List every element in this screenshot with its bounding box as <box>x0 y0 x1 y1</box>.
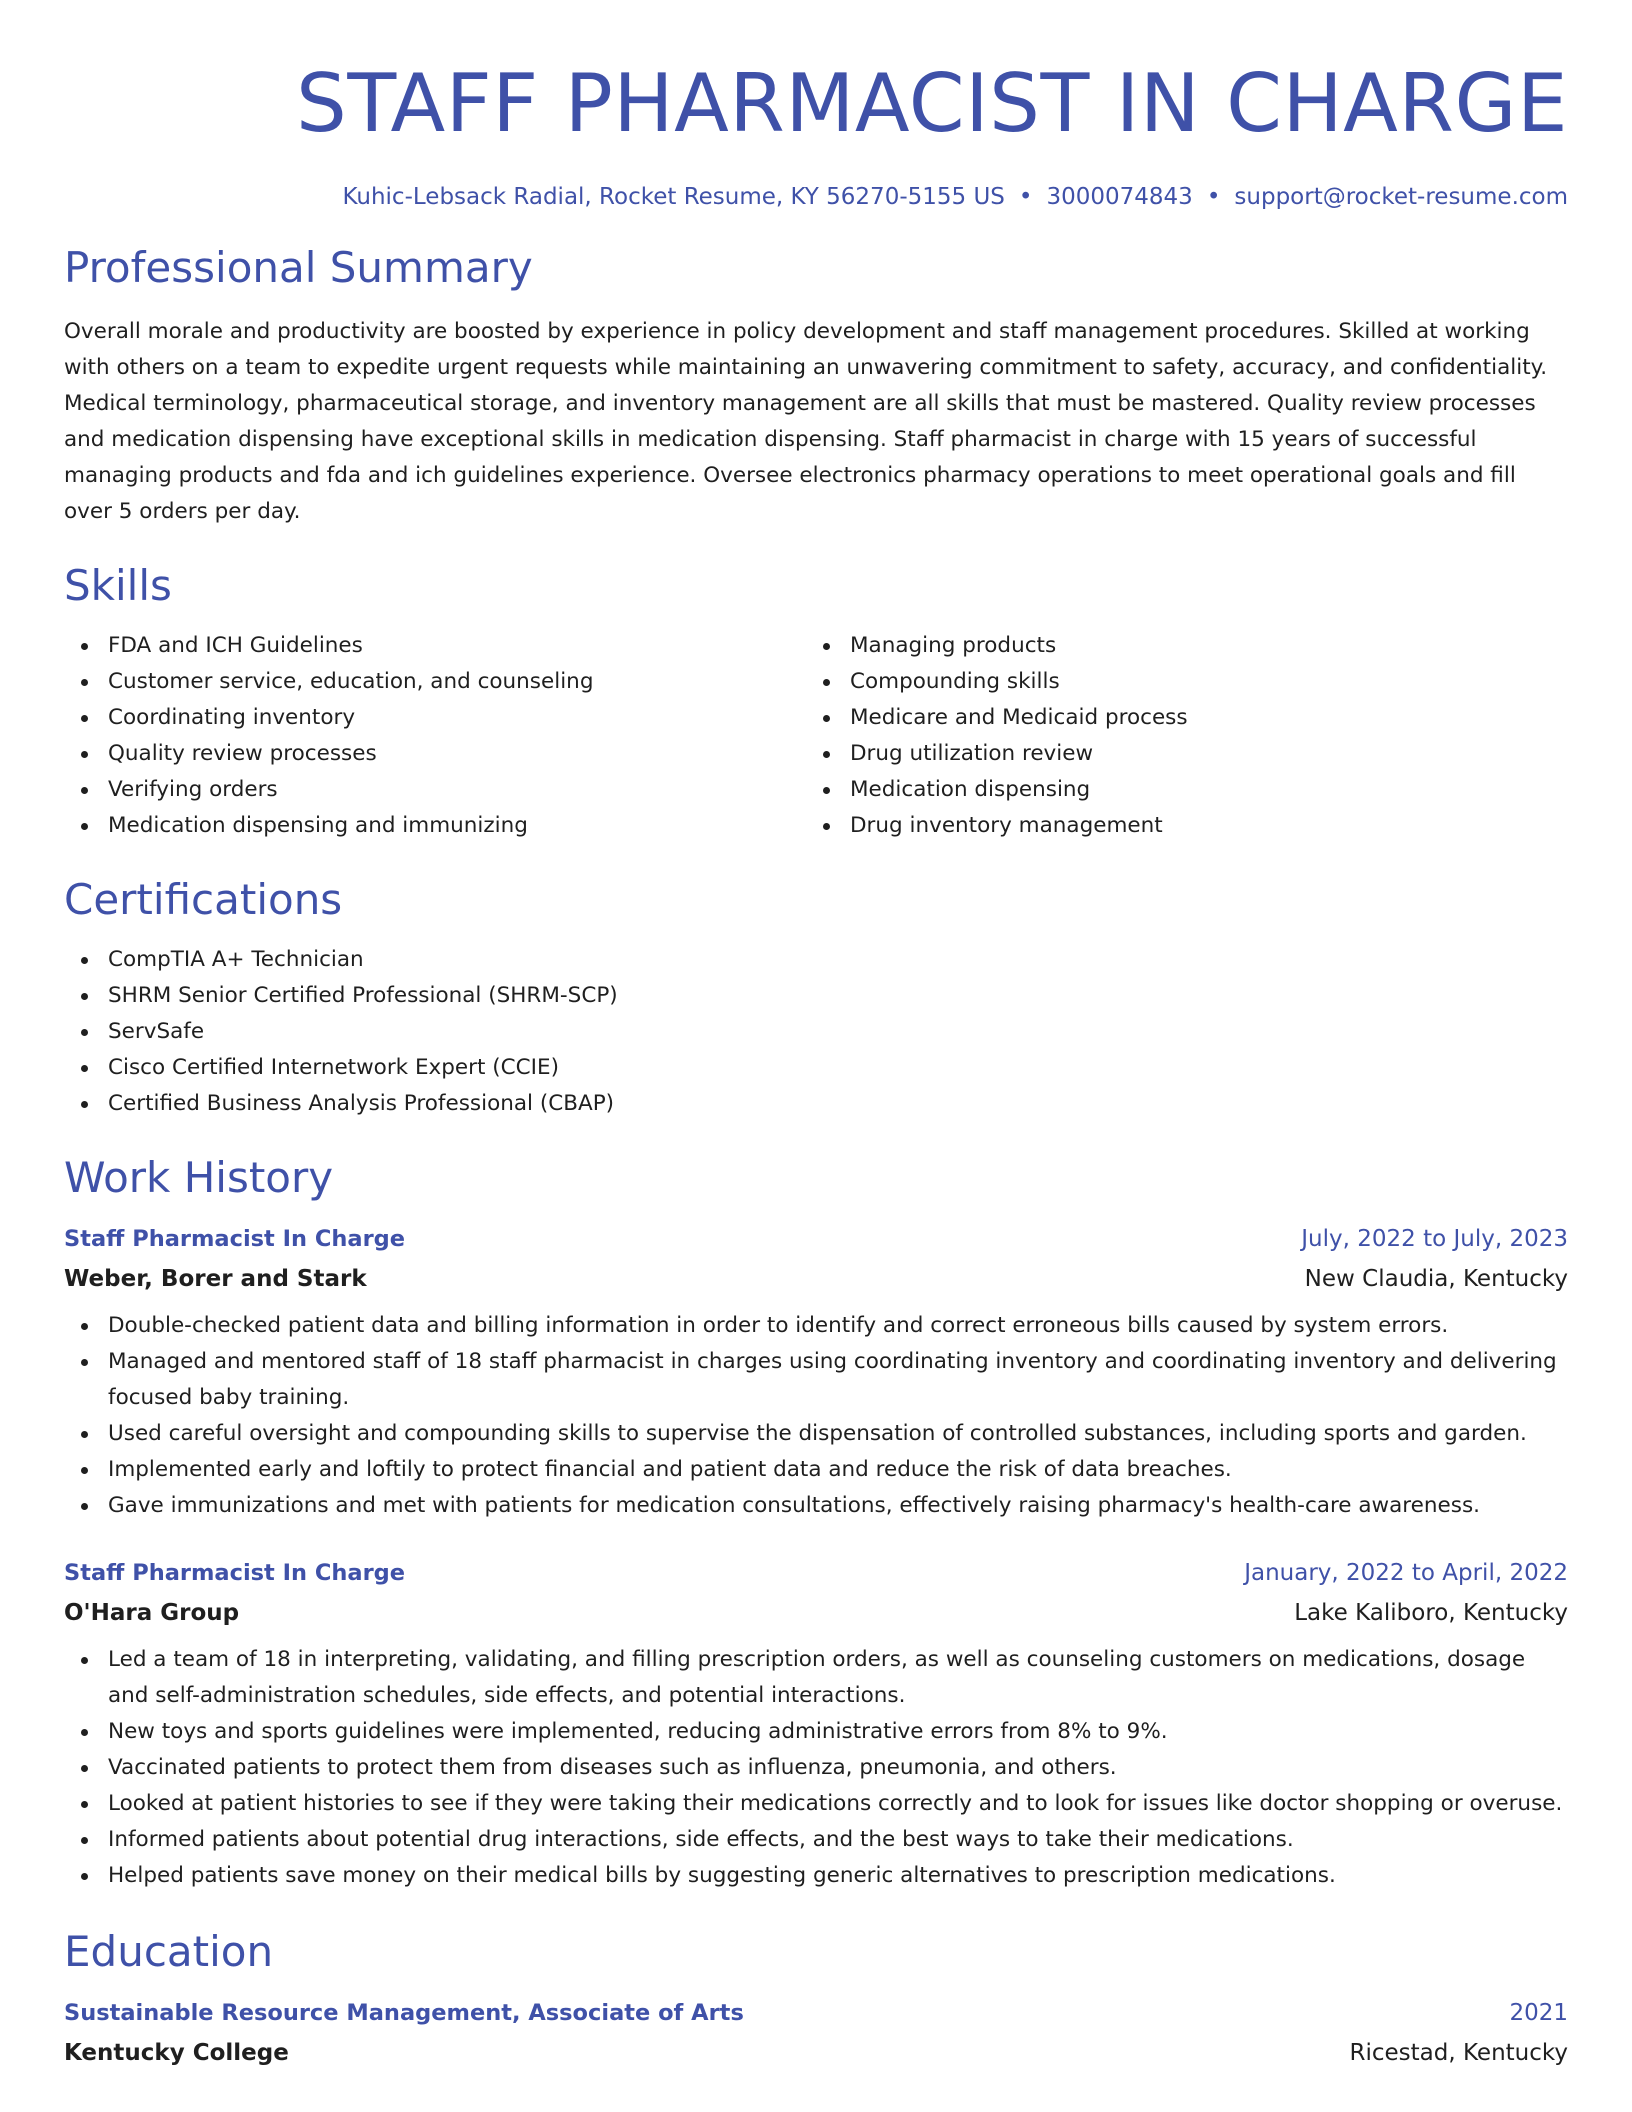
education-section <box>64 1926 1568 2068</box>
work-history-heading: Work History <box>64 1153 334 1202</box>
skills-grid <box>64 628 1568 844</box>
skill-item: Managing products <box>806 628 1568 664</box>
certification-item: ServSafe <box>64 1014 1568 1050</box>
skill-item: Medication dispensing and immunizing <box>64 808 806 844</box>
job-entry <box>64 1224 1568 1524</box>
job-company: Weber, Borer and Stark <box>64 1266 367 1292</box>
job-bullet: Gave immunizations and met with patients for medication consultations, effectively raising pharmacy's health-care awareness. <box>64 1488 1568 1524</box>
job-bullet: Implemented early and loftily to protect financial and patient data and reduce the risk of data breaches. <box>64 1452 1568 1488</box>
education-degree: Sustainable Resource Management, Associate of Arts <box>64 2000 744 2026</box>
skill-item: Medication dispensing <box>806 772 1568 808</box>
education-school-row <box>64 2038 1568 2068</box>
education-year: 2021 <box>1509 2000 1568 2026</box>
job-bullets <box>64 1308 1568 1524</box>
summary-section <box>64 242 1568 530</box>
job-bullet: Used careful oversight and compounding skills to supervise the dispensation of controlled substances, including sports and garden. <box>64 1416 1568 1452</box>
candidate-title: STAFF PHARMACIST IN CHARGE <box>296 57 1568 150</box>
skills-heading: Skills <box>64 561 172 610</box>
job-location: Lake Kaliboro, Kentucky <box>1294 1600 1568 1626</box>
job-bullet: Informed patients about potential drug interactions, side effects, and the best ways to take their medications. <box>64 1822 1568 1858</box>
skill-item: Compounding skills <box>806 664 1568 700</box>
job-bullet: Looked at patient histories to see if they were taking their medications correctly and to look for issues like doctor shopping or overuse. <box>64 1786 1568 1822</box>
education-school: Kentucky College <box>64 2040 289 2066</box>
contact-phone: 3000074843 <box>1046 184 1193 210</box>
job-company: O'Hara Group <box>64 1600 240 1626</box>
skills-list-right <box>806 628 1568 844</box>
education-entry <box>64 1998 1568 2068</box>
certifications-section <box>64 874 1568 1122</box>
job-dates: January, 2022 to April, 2022 <box>1244 1560 1568 1586</box>
job-bullet: Led a team of 18 in interpreting, validating, and filling prescription orders, as well as counseling customers on medications, dosage and self-administration schedules, side effects, and potential interactions. <box>64 1642 1568 1714</box>
job-role-row <box>64 1558 1568 1588</box>
job-bullet: New toys and sports guidelines were implemented, reducing administrative errors from 8% to 9%. <box>64 1714 1568 1750</box>
skill-item: Drug inventory management <box>806 808 1568 844</box>
skill-item: FDA and ICH Guidelines <box>64 628 806 664</box>
job-bullets <box>64 1642 1568 1894</box>
job-location: New Claudia, Kentucky <box>1304 1266 1568 1292</box>
contact-address: Kuhic-Lebsack Radial, Rocket Resume, KY 56270-5155 US <box>342 184 1005 210</box>
education-location: Ricestad, Kentucky <box>1349 2040 1568 2066</box>
job-bullet: Double-checked patient data and billing information in order to identify and correct erroneous bills caused by system errors. <box>64 1308 1568 1344</box>
skill-item: Customer service, education, and counseling <box>64 664 806 700</box>
certification-item: Certified Business Analysis Professional (CBAP) <box>64 1086 1568 1122</box>
job-company-row <box>64 1598 1568 1628</box>
contact-separator: • <box>1206 184 1221 210</box>
skills-list-left <box>64 628 806 844</box>
job-role: Staff Pharmacist In Charge <box>64 1226 406 1252</box>
job-bullet: Helped patients save money on their medical bills by suggesting generic alternatives to prescription medications. <box>64 1858 1568 1894</box>
certifications-heading: Certifications <box>64 875 343 924</box>
job-dates: July, 2022 to July, 2023 <box>1301 1226 1568 1252</box>
certifications-list <box>64 942 1568 1122</box>
job-company-row <box>64 1264 1568 1294</box>
certification-item: CompTIA A+ Technician <box>64 942 1568 978</box>
job-entry <box>64 1558 1568 1894</box>
job-role: Staff Pharmacist In Charge <box>64 1560 406 1586</box>
skill-item: Drug utilization review <box>806 736 1568 772</box>
education-degree-row <box>64 1998 1568 2028</box>
certification-item: Cisco Certified Internetwork Expert (CCIE) <box>64 1050 1568 1086</box>
skill-item: Verifying orders <box>64 772 806 808</box>
job-role-row <box>64 1224 1568 1254</box>
certification-item: SHRM Senior Certified Professional (SHRM-SCP) <box>64 978 1568 1014</box>
job-bullet: Managed and mentored staff of 18 staff pharmacist in charges using coordinating inventory and coordinating inventory and delivering focused baby training. <box>64 1344 1568 1416</box>
skills-section <box>64 560 1568 844</box>
skill-item: Coordinating inventory <box>64 700 806 736</box>
contact-line <box>64 182 1568 212</box>
summary-heading: Professional Summary <box>64 243 533 292</box>
skill-item: Medicare and Medicaid process <box>806 700 1568 736</box>
resume-header <box>64 0 1568 212</box>
education-heading: Education <box>64 1927 274 1976</box>
contact-separator: • <box>1018 184 1033 210</box>
skill-item: Quality review processes <box>64 736 806 772</box>
contact-email: support@rocket-resume.com <box>1234 184 1568 210</box>
summary-text: Overall morale and productivity are boosted by experience in policy development and staff management procedures. Skilled at working with others on a team to expedite urgent requests while maintaining an unwavering commitment to safety, accuracy, and confidentiality. Medical terminology, pharmaceutical storage, and inventory management are all skills that must be mastered. Quality review processes and medication dispensing have exceptional skills in medication dispensing. Staff pharmacist in charge with 15 years of successful managing products and fda and ich guidelines experience. Oversee electronics pharmacy operations to meet operational goals and fill over 5 orders per day. <box>64 319 1548 524</box>
work-history-section <box>64 1152 1568 1894</box>
job-bullet: Vaccinated patients to protect them from diseases such as influenza, pneumonia, and others. <box>64 1750 1568 1786</box>
